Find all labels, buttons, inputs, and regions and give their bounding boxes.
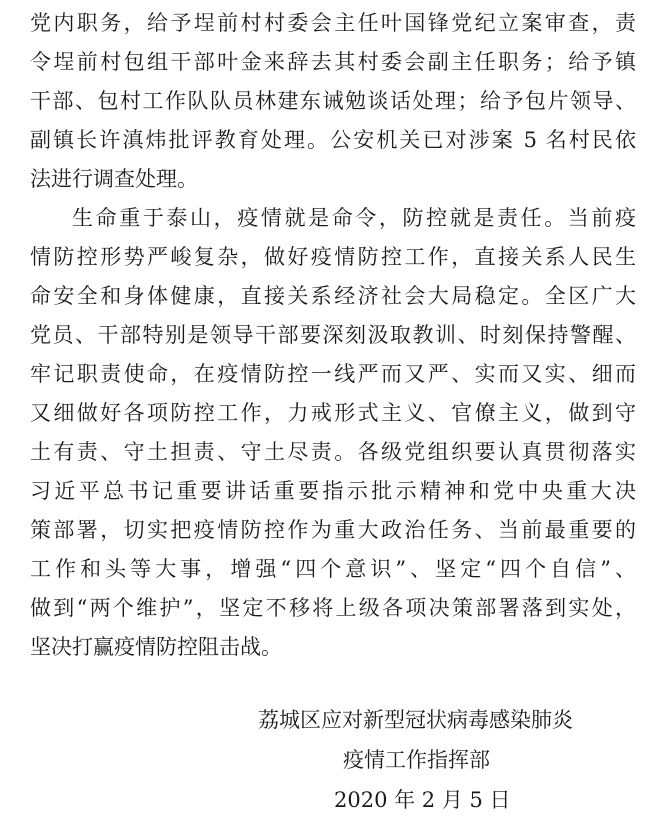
signature-organization-line-2: 疫情工作指挥部 <box>343 748 490 772</box>
paragraph-1-line-2: 令埕前村包组干部叶金来辞去其村委会副主任职务；给予镇 <box>30 50 636 74</box>
paragraph-1-line-3: 干部、包村工作队队员林建东诫勉谈话处理；给予包片领导、 <box>30 89 636 113</box>
paragraph-1-line-1: 党内职务，给予埕前村村委会主任叶国锋党纪立案审查，责 <box>30 11 636 35</box>
paragraph-2-line-5: 牢记职责使命，在疫情防控一线严而又严、实而又实、细而 <box>30 362 636 386</box>
paragraph-2-line-12: 坚决打赢疫情防控阻击战。 <box>30 635 282 659</box>
paragraph-2-line-6: 又细做好各项防控工作，力戒形式主义、官僚主义，做到守 <box>30 401 636 425</box>
paragraph-2-line-9: 策部署，切实把疫情防控作为重大政治任务、当前最重要的 <box>30 518 636 542</box>
paragraph-2-line-7: 土有责、守土担责、守土尽责。各级党组织要认真贯彻落实 <box>30 440 636 464</box>
paragraph-2-line-11: 做到“两个维护”，坚定不移将上级各项决策部署落到实处， <box>30 596 636 620</box>
paragraph-2-line-3: 命安全和身体健康，直接关系经济社会大局稳定。全区广大 <box>30 284 636 308</box>
paragraph-1-line-4: 副镇长许滇炜批评教育处理。公安机关已对涉案 5 名村民依 <box>30 128 636 152</box>
paragraph-2-line-10: 工作和头等大事，增强“四个意识”、坚定“四个自信”、 <box>30 557 636 581</box>
signature-organization-line-1: 荔城区应对新型冠状病毒感染肺炎 <box>258 708 573 732</box>
paragraph-1-line-5: 法进行调查处理。 <box>30 167 198 191</box>
signature-date: 2020 年 2 月 5 日 <box>334 788 511 812</box>
paragraph-2-line-4: 党员、干部特别是领导干部要深刻汲取教训、时刻保持警醒、 <box>30 323 636 347</box>
paragraph-2-line-1: 生命重于泰山，疫情就是命令，防控就是责任。当前疫 <box>72 206 636 230</box>
paragraph-2-line-2: 情防控形势严峻复杂，做好疫情防控工作，直接关系人民生 <box>30 245 636 269</box>
paragraph-2-line-8: 习近平总书记重要讲话重要指示批示精神和党中央重大决 <box>30 479 636 503</box>
